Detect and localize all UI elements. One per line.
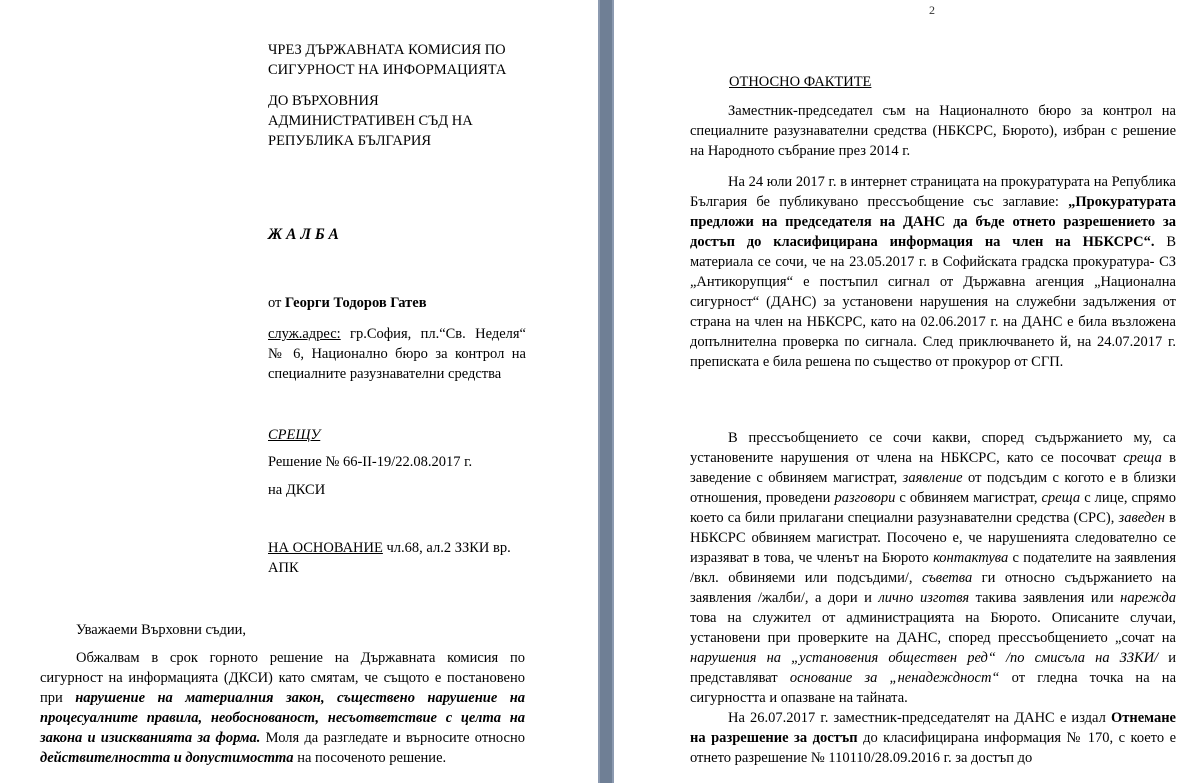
legal-basis-label: НА ОСНОВАНИЕ [268,540,383,556]
facts-p2-c: В материала се сочи, че на 23.05.2017 г. в Софийската градска прокуратура- СЗ „Антикорупция“ е постъпил сигнал от Държавна агенция „Национална сигурност“ (ДАНС) за установени нарушения на служебни задължения от страна на член на НБКСРС, като на 02.06.2017 г. на ДАНС е била възложена допълнителна проверка по сигнала. След приключването й, на 24.07.2017 г. преписката е била решена по същество от прокурор от СГП. [690,234,1177,370]
facts-p3-i1: среща [1123,450,1162,466]
facts-p2-a: На 24 юли 2017 г. в интернет страницата на прокуратурата на Република България бе публикувано прессъобщение със заглавие: [690,174,1176,210]
via-line-2: СИГУРНОСТ НА ИНФОРМАЦИЯТА [268,62,507,78]
facts-p3-a: В прессъобщението се сочи какви, според съдържанието му, са установените нарушения от члена на НБКСРС, като се посочват [690,430,1176,466]
facts-paragraph-4 [690,708,1176,768]
facts-paragraph-3 [690,428,1176,708]
salutation: Уважаеми Върховни съдии, [76,622,246,638]
facts-p3-e: с лице, спрямо което са били прилагани специални разузнавателни средства (СРС), [690,490,1177,526]
facts-p4-a: На 26.07.2017 г. заместник-председателят на ДАНС е издал [728,710,1111,726]
facts-p3-j: такива заявления или [969,590,1121,606]
facts-p3-h: ги относно съдържанието на заявления /жалби/, а дори и [690,570,1177,606]
document-page-2 [614,0,1199,783]
against-label: СРЕЩУ [268,427,321,443]
facts-p3-i2: заявление [902,470,963,486]
section-heading: ОТНОСНО ФАКТИТЕ [729,74,872,90]
facts-p3-d: с обвиняем магистрат, [895,490,1042,506]
facts-p3-c: от подсъдим с когото е в близки отношения, проведени [690,470,1177,506]
facts-p3-i7: съветва [922,570,973,586]
para1-violations: нарушение на материалния закон, съществено нарушение на процесуалните правила, необоснованост, несъответствие с целта на закона и изискванията за форма. [40,690,525,746]
addressee-line-3: РЕПУБЛИКА БЪЛГАРИЯ [268,133,432,149]
decision-issuer: на ДКСИ [268,482,326,498]
addressee-block [268,91,568,151]
press-release-title: „Прокуратурата предложи на председателя на ДАНС да бъде отнето разрешението за достъп до класифицирана информация на член на НБКСРС“. [690,194,1176,250]
facts-p3-f: в НБКСРС обвиняем магистрат. Посочено е, че нарушенията следователно се изразяват в това, че членът на Бюрото [690,510,1176,566]
facts-paragraph-1 [690,101,1176,161]
facts-p1-text: Заместник-председател съм на Националното бюро за контрол на специалните разузнавателни средства (НБКСРС, Бюрото), избран с решение на Народното събрание през 2014 г. [690,103,1176,159]
page-separator-edge-left [598,0,600,783]
para1-validity: действителността и допустимостта [40,750,294,766]
facts-p3-i10: нарушения на „установения обществен ред“ /по смисъла на ЗЗКИ/ [690,650,1159,666]
addressee-line-1: ДО ВЪРХОВНИЯ [268,93,379,109]
facts-p3-l: и представляват [690,650,1176,686]
facts-p4-c: до класифицирана информация № 170, с което е отнето разрешение № 110110/28.09.2016 г. за достъп до [690,730,1176,766]
complainant-line [268,293,427,313]
facts-p3-k: това на служител от администрацията на Бюрото. Описаните случаи, установени при проверките на ДАНС, според прессъобщението „сочат на [690,610,1176,646]
addressee-line-2: АДМИНИСТРАТИВЕН СЪД НА [268,113,473,129]
facts-p3-m: от гледна точка на на сигурността и опазване на тайната. [690,670,1177,706]
page-separator [598,0,614,783]
from-prefix: от [268,295,286,311]
facts-p4-b: Отнемане на разрешение за достъп [690,710,1176,746]
facts-p3-b: в заведение с обвиняем магистрат, [690,450,1176,486]
document-page-1 [0,0,598,783]
document-title: Ж А Л Б А [268,226,339,243]
facts-p3-i9: нарежда [1120,590,1176,606]
legal-basis [268,538,526,578]
page-number: 2 [929,3,935,17]
legal-basis-text: чл.68, ал.2 ЗЗКИ вр. АПК [268,540,511,576]
decision-reference: Решение № 66-II-19/22.08.2017 г. [268,454,473,470]
facts-p3-g: с подателите на заявления /вкл. обвиняеми или подсъдими/, [690,550,1176,586]
address-text: гр.София, пл.“Св. Неделя“ № 6, Национално бюро за контрол на специалните разузнавателни средства [268,326,526,382]
via-block [268,40,568,80]
para1-c: Моля да разгледате и върносите относно [260,730,525,746]
via-line-1: ЧРЕЗ ДЪРЖАВНАТА КОМИСИЯ ПО [268,42,506,58]
service-address [268,324,526,384]
facts-p3-i8: лично изготвя [878,590,970,606]
facts-p3-i3: разговори [834,490,896,506]
complainant-name: Георги Тодоров Гатев [285,295,427,311]
address-label: служ.адрес: [268,326,341,342]
facts-p3-i4: среща [1041,490,1081,506]
complaint-paragraph [40,648,525,768]
facts-p3-i5: заведен [1118,510,1165,526]
para1-a: Обжалвам в срок горното решение на Държавната комисия по сигурност на информацията (ДКСИ) като смятам, че същото е постановено при [40,650,525,706]
para1-e: на посоченото решение. [293,750,447,766]
facts-p3-i11: основание за „ненадеждност“ [789,670,1000,686]
facts-paragraph-2 [690,172,1176,372]
facts-p3-i6: контактува [933,550,1009,566]
